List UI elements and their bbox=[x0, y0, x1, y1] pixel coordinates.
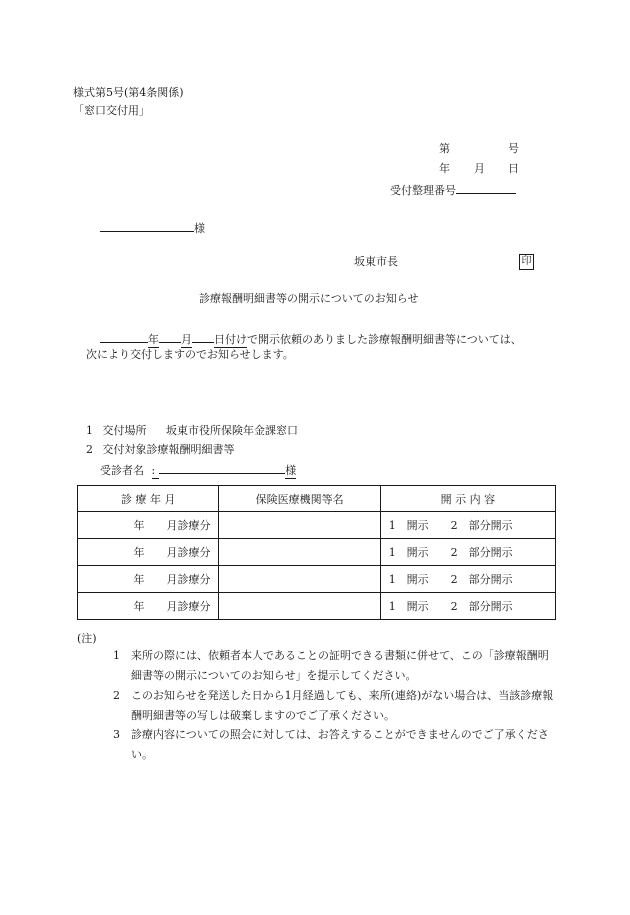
row-institution[interactable] bbox=[219, 539, 380, 566]
patient-name-blank[interactable] bbox=[159, 461, 285, 474]
issuer-seal bbox=[519, 254, 534, 270]
addressee-suffix: 様 bbox=[194, 222, 205, 235]
date-month: 月 bbox=[474, 162, 485, 175]
row-period: 年 月診療分 bbox=[78, 566, 219, 593]
body-line-1 bbox=[100, 330, 522, 348]
row-institution[interactable] bbox=[219, 512, 380, 539]
doc-number-go: 号 bbox=[508, 142, 519, 155]
item-1-num: 1 bbox=[86, 424, 93, 437]
date-day: 日 bbox=[508, 162, 519, 175]
row-period: 年 月診療分 bbox=[78, 512, 219, 539]
row-disclosure: 1 開示 2 部分開示 bbox=[380, 566, 555, 593]
note-2-text: このお知らせを発送した日から1月経過しても、来所(連絡)がない場合は、当該診療報酬明細書等の写しは破棄しますのでご了承ください。 bbox=[131, 689, 554, 722]
row-institution[interactable] bbox=[219, 593, 380, 620]
usage-label: 「窓口交付用」 bbox=[73, 104, 150, 117]
note-3-num: 3 bbox=[113, 728, 120, 741]
item-1-label: 交付場所 bbox=[102, 424, 147, 437]
note-1-text: 来所の際には、依頼者本人であることの証明できる書類に併せて、この「診療報酬明細書等の開示についてのお知らせ」を提示してください。 bbox=[131, 649, 549, 682]
header-institution: 保険医療機関等名 bbox=[219, 486, 380, 512]
patient-colon: : bbox=[152, 464, 160, 479]
item-2-label: 交付対象診療報酬明細書等 bbox=[102, 443, 235, 456]
row-institution[interactable] bbox=[219, 566, 380, 593]
row-period: 年 月診療分 bbox=[78, 593, 219, 620]
patient-name bbox=[100, 461, 296, 479]
table-row bbox=[78, 593, 556, 620]
body-day-blank[interactable] bbox=[192, 330, 214, 343]
body-dated: 日付け bbox=[214, 333, 247, 346]
disclosure-table bbox=[77, 485, 556, 620]
row-disclosure: 1 開示 2 部分開示 bbox=[380, 593, 555, 620]
body-year-blank[interactable] bbox=[100, 330, 148, 343]
table-row bbox=[78, 566, 556, 593]
note-3 bbox=[113, 725, 558, 765]
notes-label: (注) bbox=[77, 632, 97, 645]
header-period: 診 療 年 月 bbox=[78, 486, 219, 512]
form-number: 様式第5号(第4条関係) bbox=[73, 86, 184, 99]
note-1 bbox=[113, 646, 558, 686]
note-2-num: 2 bbox=[113, 689, 120, 702]
row-disclosure: 1 開示 2 部分開示 bbox=[380, 512, 555, 539]
item-2 bbox=[86, 443, 235, 457]
row-period: 年 月診療分 bbox=[78, 539, 219, 566]
header-disclosure: 開 示 内 容 bbox=[380, 486, 555, 512]
item-2-num: 2 bbox=[86, 443, 93, 456]
item-1-value: 坂東市役所保険年金課窓口 bbox=[166, 424, 298, 437]
reception-number-label: 受付整理番号 bbox=[390, 184, 456, 197]
body-month-blank[interactable] bbox=[159, 330, 181, 343]
date-year: 年 bbox=[439, 162, 450, 175]
addressee bbox=[100, 219, 205, 236]
row-disclosure: 1 開示 2 部分開示 bbox=[380, 539, 555, 566]
note-3-text: 診療内容についての照会に対しては、お答えすることができませんのでご了承ください。 bbox=[131, 728, 549, 761]
item-1 bbox=[86, 424, 298, 438]
body-text-1: で開示依頼のありました診療報酬明細書等については、 bbox=[247, 333, 522, 346]
reception-number bbox=[390, 181, 516, 198]
reception-number-blank[interactable] bbox=[456, 181, 516, 194]
table-header-row bbox=[78, 486, 556, 512]
table-row bbox=[78, 539, 556, 566]
addressee-name-blank[interactable] bbox=[100, 219, 194, 232]
note-1-num: 1 bbox=[113, 649, 120, 662]
body-year: 年 bbox=[148, 333, 159, 346]
patient-label: 受診者名 bbox=[100, 464, 144, 477]
table-row bbox=[78, 512, 556, 539]
body-line-2: 次により交付しますのでお知らせします。 bbox=[86, 348, 294, 361]
document-title: 診療報酬明細書等の開示についてのお知らせ bbox=[199, 292, 419, 305]
patient-suffix: 様 bbox=[285, 464, 297, 477]
body-month: 月 bbox=[181, 333, 192, 346]
issuer-title: 坂東市長 bbox=[354, 255, 398, 268]
doc-number-dai: 第 bbox=[439, 142, 450, 155]
seal-mark: 印 bbox=[519, 254, 534, 270]
note-2 bbox=[113, 686, 558, 726]
